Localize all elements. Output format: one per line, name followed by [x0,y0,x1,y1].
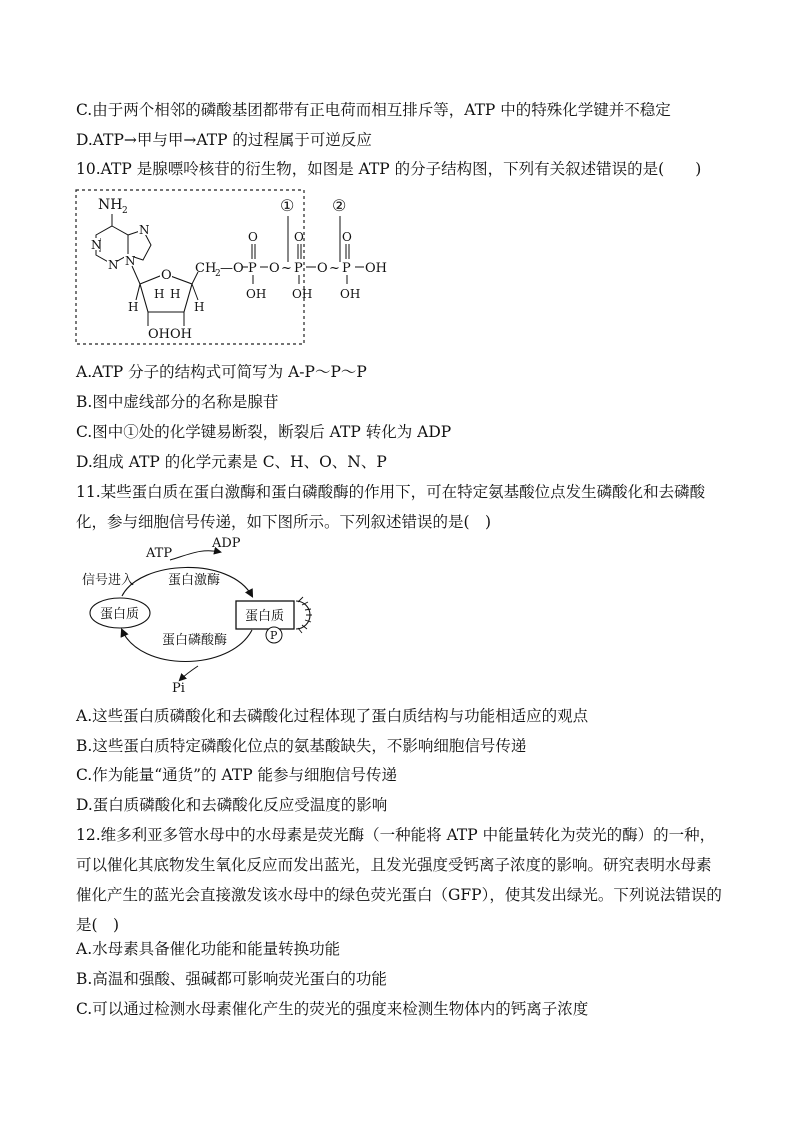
p1-oh: OH [246,287,267,301]
q11-stem: 11.某些蛋白质在蛋白激酶和蛋白磷酸酶的作用下，可在特定氨基酸位点发生磷酸化和去磷酸化，参与细胞信号传递，如下图所示。下列叙述错误的是( ) [76,483,706,531]
kinase-label: 蛋白激酶 [168,573,221,588]
q12-option-b: B.高温和强酸、强碱都可影响荧光蛋白的功能 [76,970,387,988]
phosphorylation-cycle-figure [80,530,340,698]
q10-option-a: A.ATP 分子的结构式可简写为 A-P～P～P [76,363,367,381]
n-atom-1: N [91,238,102,252]
tilde-1: ~ [281,261,292,276]
p2-o: O [294,230,304,244]
pi-release-arrow [180,666,198,680]
q9-option-d: D.ATP→甲与甲→ATP 的过程属于可逆反应 [76,131,372,149]
p1-o: O [248,230,258,244]
phosphate-3: P [342,261,351,276]
protein-left-label: 蛋白质 [100,607,140,622]
q10-option-d: D.组成 ATP 的化学元素是 C、H、O、N、P [76,453,387,471]
q11-option-d: D.蛋白质磷酸化和去磷酸化反应受温度的影响 [76,796,388,814]
q12-option-c: C.可以通过检测水母素催化产生的荧光的强度来检测生物体内的钙离子浓度 [76,1000,589,1018]
q12-stem: 12.维多利亚多管水母中的水母素是荧光酶（一种能将 ATP 中能量转化为荧光的酶）的一种，可以催化其底物发生氧化反应而发出蓝光，且发光强度受钙离子浓度的影响。研究表明水母素催化产生的蓝光会直接激发该水母中的绿色荧光蛋白（GFP），使其发出绿光。下列说法错误的是( ) [76,826,722,934]
signal-label: 信号进入 [82,573,135,588]
h-3: H [154,287,165,301]
tilde-2: ~ [329,261,340,276]
phosphate-2: P [294,261,303,276]
p2-oh: OH [292,287,313,301]
bridge-o-2: O [317,261,328,276]
h-1: H [128,300,139,314]
adp-label: ADP [212,536,241,551]
q10-stem: 10.ATP 是腺嘌呤核苷的衍生物，如图是 ATP 的分子结构图，下列有关叙述错误的是( ) [76,160,702,178]
h-4: H [170,287,181,301]
nh2-sub: 2 [122,206,128,216]
phosphate-circle-label: P [270,629,278,642]
bridge-o-1: O [269,261,280,276]
receptor-fringe [298,597,312,633]
h-2: H [194,300,205,314]
q9-option-c: C.由于两个相邻的磷酸基团都带有正电荷而相互排斥等，ATP 中的特殊化学键并不稳定 [76,101,671,119]
ohoh-label: OHOH [148,327,192,342]
atp-label: ATP [146,546,173,561]
n-atom-2: N [108,258,119,272]
q10-option-c: C.图中①处的化学键易断裂，断裂后 ATP 转化为 ADP [76,423,452,441]
n-atom-4: N [125,254,136,268]
ribose-o: O [161,268,172,283]
terminal-oh: OH [365,261,387,276]
q10-option-b: B.图中虚线部分的名称是腺苷 [76,393,279,411]
q11-option-b: B.这些蛋白质特定磷酸化位点的氨基酸缺失，不影响细胞信号传递 [76,737,527,755]
atp-structure-figure [70,186,430,348]
q11-option-c: C.作为能量“通货”的 ATP 能参与细胞信号传递 [76,766,398,784]
pi-label: Pi [172,681,185,696]
protein-right-label: 蛋白质 [245,609,285,624]
ch2-o-label: —O [220,261,244,276]
q11-option-a: A.这些蛋白质磷酸化和去磷酸化过程体现了蛋白质结构与功能相适应的观点 [76,707,589,725]
ch2-label: CH [195,261,217,276]
bond-label-1: ① [280,196,295,215]
q12-option-a: A.水母素具备催化功能和能量转换功能 [76,940,341,958]
n-atom-3: N [139,223,150,237]
p3-oh: OH [340,287,361,301]
phosphate-1: P [248,261,257,276]
phosphatase-label: 蛋白磷酸酶 [162,633,228,648]
p3-o: O [342,230,352,244]
nh2-label: NH [98,197,123,213]
ch2-sub: 2 [215,269,221,279]
bond-label-2: ② [332,196,347,215]
atp-to-adp-arrow [170,551,220,560]
